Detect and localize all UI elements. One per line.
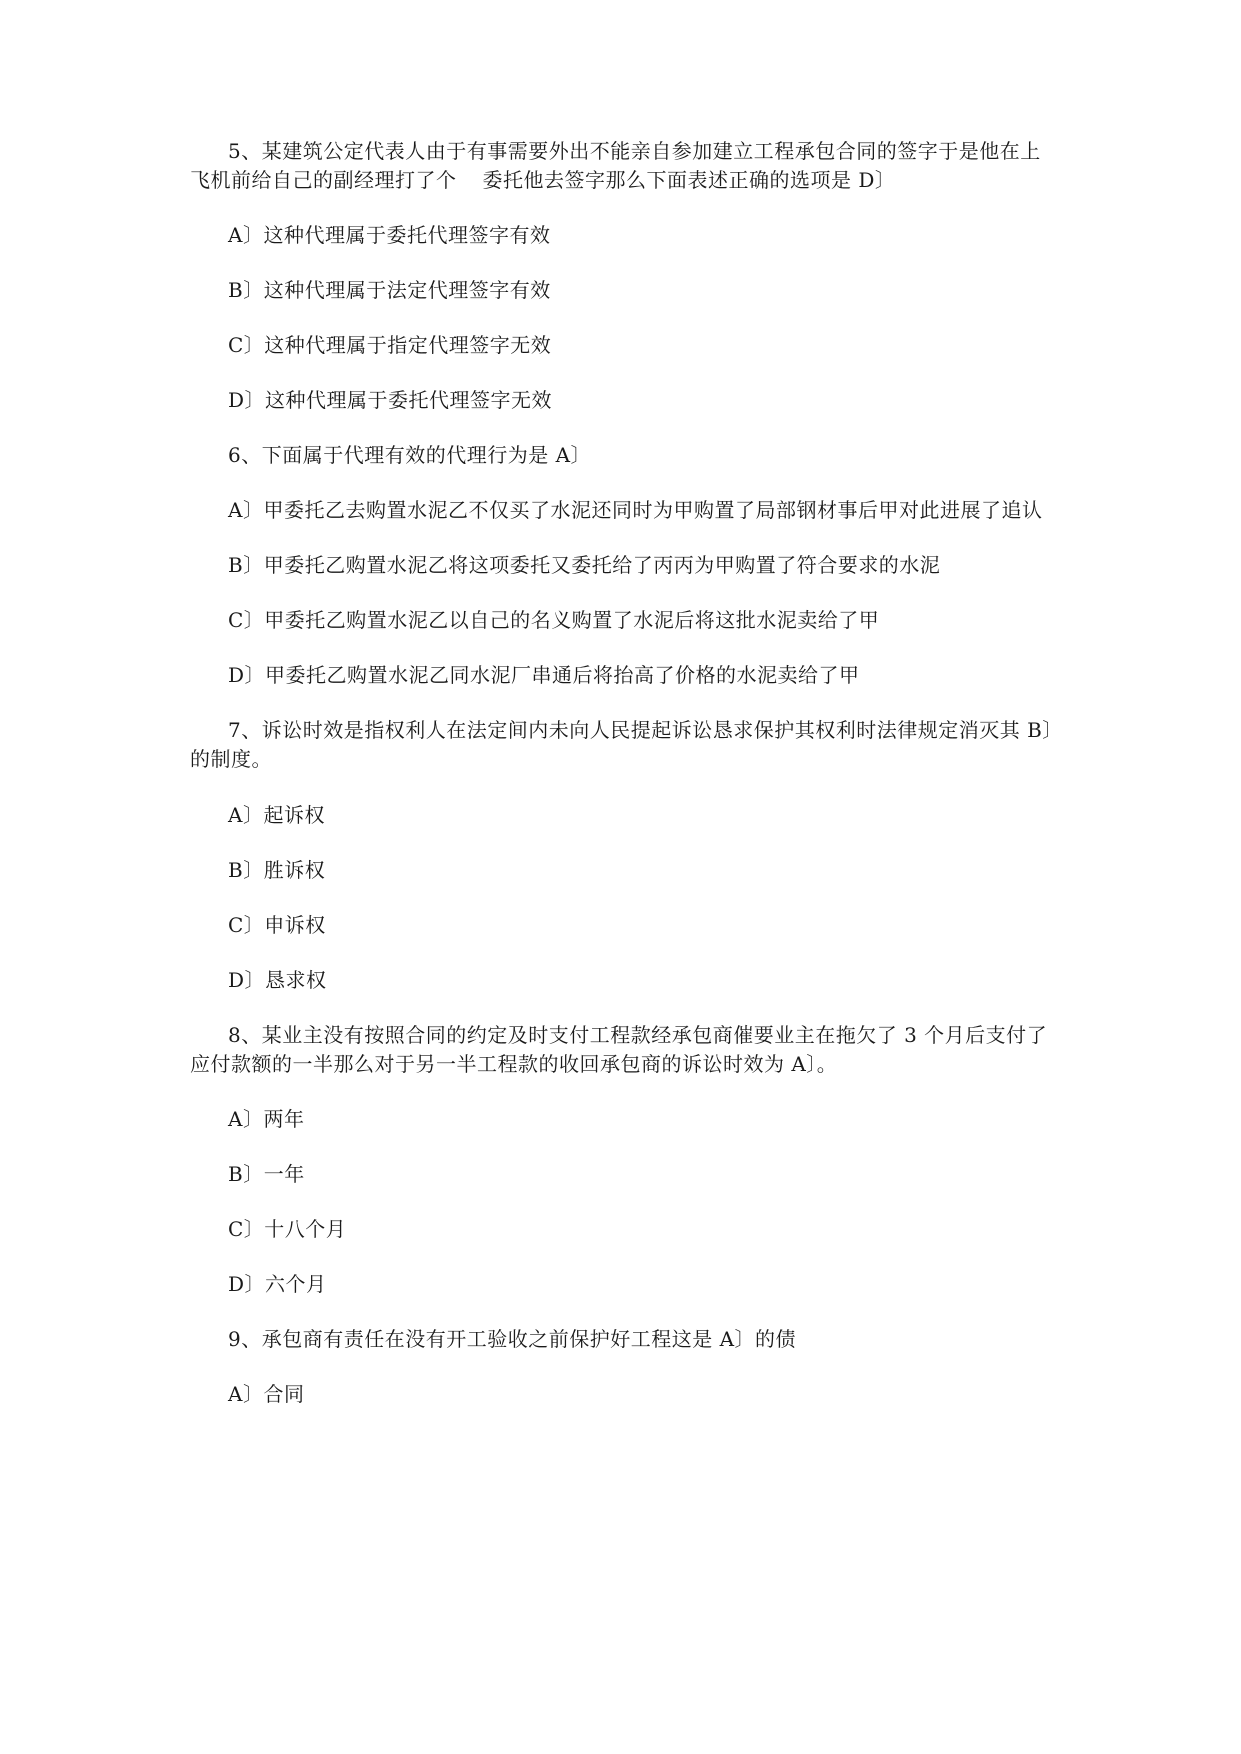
question-8-option-d: D〕六个月 [228,1272,327,1296]
question-5-option-b: B〕这种代理属于法定代理签字有效 [228,278,551,302]
question-8-stem-line1: 8、某业主没有按照合同的约定及时支付工程款经承包商催要业主在拖欠了 3 个月后支付了 [228,1023,1048,1047]
question-7-stem-line2: 的制度。 [190,747,272,771]
question-5-stem-line2 [190,166,895,194]
question-7-option-b: B〕胜诉权 [228,858,326,882]
question-5-option-a: A〕这种代理属于委托代理签字有效 [228,223,551,247]
question-8-option-b: B〕一年 [228,1162,305,1186]
question-8-stem-line2: 应付款额的一半那么对于另一半工程款的收回承包商的诉讼时效为 A〕。 [190,1052,838,1076]
question-5-stem-line1: 5、某建筑公定代表人由于有事需要外出不能亲自参加建立工程承包合同的签字于是他在上 [228,139,1041,163]
question-7-option-c: C〕申诉权 [228,913,326,937]
question-5-option-d: D〕这种代理属于委托代理签字无效 [228,388,553,412]
question-9-stem: 9、承包商有责任在没有开工验收之前保护好工程这是 A〕的债 [228,1327,797,1351]
question-5-stem-line2-part1: 飞机前给自己的副经理打了个 [190,168,457,192]
question-6-stem: 6、下面属于代理有效的代理行为是 A〕 [228,443,592,467]
question-9-option-a: A〕合同 [228,1382,305,1406]
question-6-option-d: D〕甲委托乙购置水泥乙同水泥厂串通后将抬高了价格的水泥卖给了甲 [228,663,860,687]
question-7-stem-line1: 7、诉讼时效是指权利人在法定间内未向人民提起诉讼恳求保护其权利时法律规定消灭其 B〕 [228,718,1063,742]
question-7-option-a: A〕起诉权 [228,803,325,827]
question-6-option-b: B〕甲委托乙购置水泥乙将这项委托又委托给了丙丙为甲购置了符合要求的水泥 [228,553,941,577]
question-5-stem-line2-part2: 委托他去签字那么下面表述正确的选项是 D〕 [482,168,896,192]
question-5-option-c: C〕这种代理属于指定代理签字无效 [228,333,552,357]
question-8-option-c: C〕十八个月 [228,1217,347,1241]
question-6-option-a: A〕甲委托乙去购置水泥乙不仅买了水泥还同时为甲购置了局部钢材事后甲对此进展了追认 [228,498,1043,522]
question-8-option-a: A〕两年 [228,1107,305,1131]
question-6-option-c: C〕甲委托乙购置水泥乙以自己的名义购置了水泥后将这批水泥卖给了甲 [228,608,880,632]
question-7-option-d: D〕恳求权 [228,968,327,992]
